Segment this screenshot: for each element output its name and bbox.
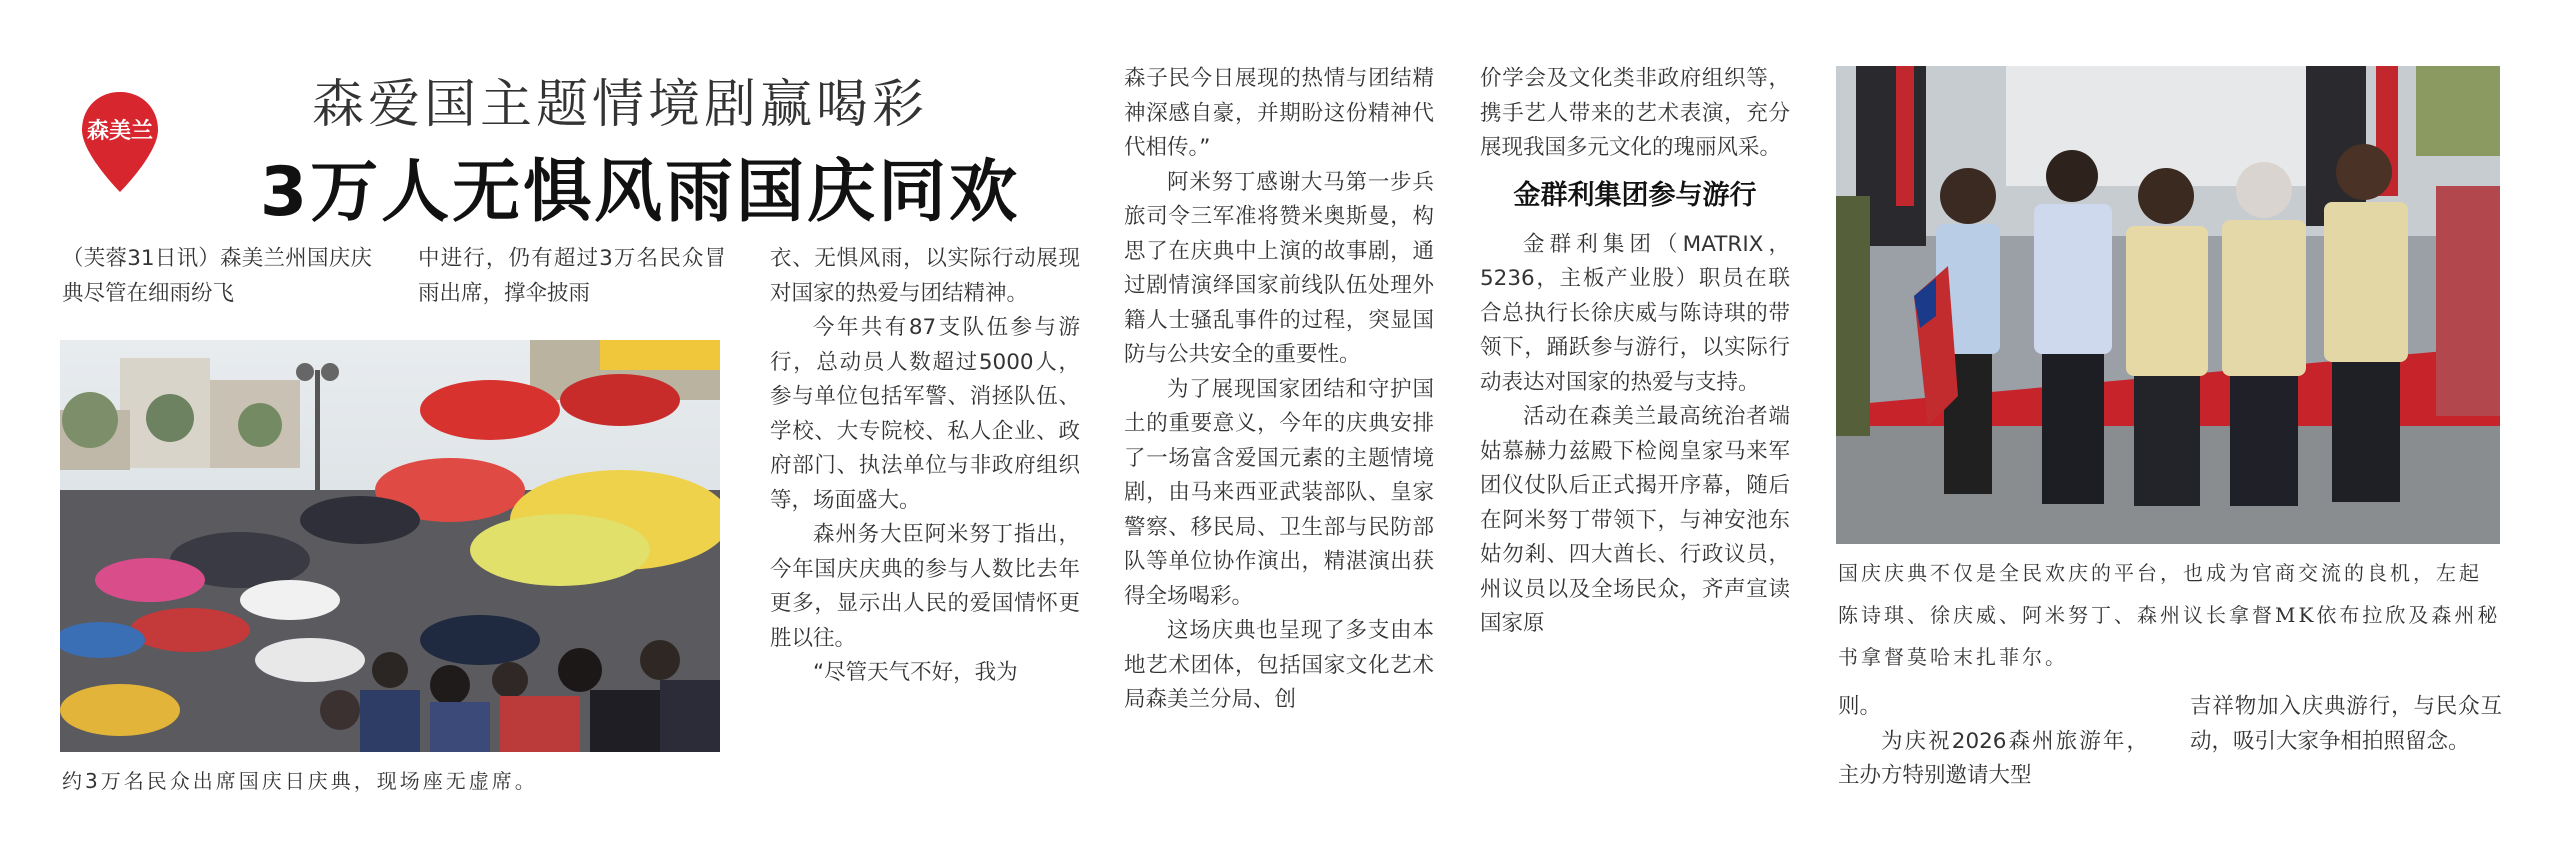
paragraph: 价学会及文化类非政府组织等，携手艺人带来的艺术表演，充分展现我国多元文化的瑰丽风采。 [1480,66,1790,160]
section-tag-label: 森美兰 [86,119,153,144]
paragraph: 这场庆典也呈现了多支由本地艺术团体，包括国家文化艺术局森美兰分局、创 [1124,618,1434,712]
paragraph: 则。 [1838,694,1882,719]
article-column-3 [770,242,1080,691]
paragraph: 阿米努丁感谢大马第一步兵旅司令三军准将赞米奥斯曼，构思了在庆典中上演的故事剧，通过剧情演绎国家前线队伍处理外籍人士骚乱事件的过程，突显国防与公共安全的重要性。 [1124,169,1434,367]
headline-main: 3万人无惧风雨国庆同欢 [259,153,1021,232]
paragraph: 为庆祝2026森州旅游年，主办方特别邀请大型 [1838,728,2148,788]
article-column-6-left [1838,690,2148,794]
article-column-6-right [2190,690,2502,759]
paragraph: 为了展现国家团结和守护国土的重要意义，今年的庆典安排了一场富含爱国元素的主题情境剧，由马来西亚武装部队、皇家警察、移民局、卫生部与民防部队等单位协作演出，精湛演出获得全场喝彩。 [1124,376,1434,609]
paragraph: 吉祥物加入庆典游行，与民众互动，吸引大家争相拍照留念。 [2190,694,2502,754]
group-photo-caption: 国庆庆典不仅是全民欢庆的平台，也成为官商交流的良机，左起陈诗琪、徐庆威、阿米努丁、森州议长拿督MK依布拉欣及森州秘书拿督莫哈末扎菲尔。 [1838,561,2501,669]
article-column-5 [1480,62,1790,642]
paragraph: 衣、无惧风雨，以实际行动展现对国家的热爱与团结精神。 [770,246,1080,306]
paragraph: 中进行，仍有超过3万名民众冒雨出席，撑伞披雨 [418,246,726,306]
paragraph: 森子民今日展现的热情与团结精神深感自豪，并期盼这份精神代代相传。” [1124,66,1434,160]
paragraph: （芙蓉31日讯）森美兰州国庆庆典尽管在细雨纷飞 [62,246,372,306]
subheading: 金群利集团参与游行 [1513,179,1757,211]
headline-kicker: 森爱国主题情境剧赢喝彩 [311,75,928,135]
article-column-4 [1124,62,1434,718]
paragraph: 今年共有87支队伍参与游行，总动员人数超过5000人，参与单位包括军警、消拯队伍、学校、大专院校、私人企业、政府部门、执法单位与非政府组织等，场面盛大。 [770,315,1080,513]
photo-caption: 约3万名民众出席国庆日庆典，现场座无虚席。 [62,769,538,793]
article-column-2 [418,242,726,311]
paragraph: 金群利集团（MATRIX，5236，主板产业股）职员在联合总执行长徐庆威与陈诗琪的带领下，踊跃参与游行，以实际行动表达对国家的热爱与支持。 [1480,231,1790,395]
group-photo [1836,66,2500,544]
section-location-pin [78,90,162,194]
paragraph: “尽管天气不好，我为 [813,660,1018,685]
paragraph: 活动在森美兰最高统治者端姑慕赫力兹殿下检阅皇家马来军团仪仗队后正式揭开序幕，随后在阿米努丁带领下，与神安池东姑勿剎、四大酋长、行政议员，州议员以及全场民众，齐声宣读国家原 [1480,404,1790,636]
article-column-1 [62,242,372,311]
paragraph: 森州务大臣阿米努丁指出，今年国庆庆典的参与人数比去年更多，显示出人民的爱国情怀更胜以往。 [770,522,1080,651]
crowd-photo [60,340,720,752]
